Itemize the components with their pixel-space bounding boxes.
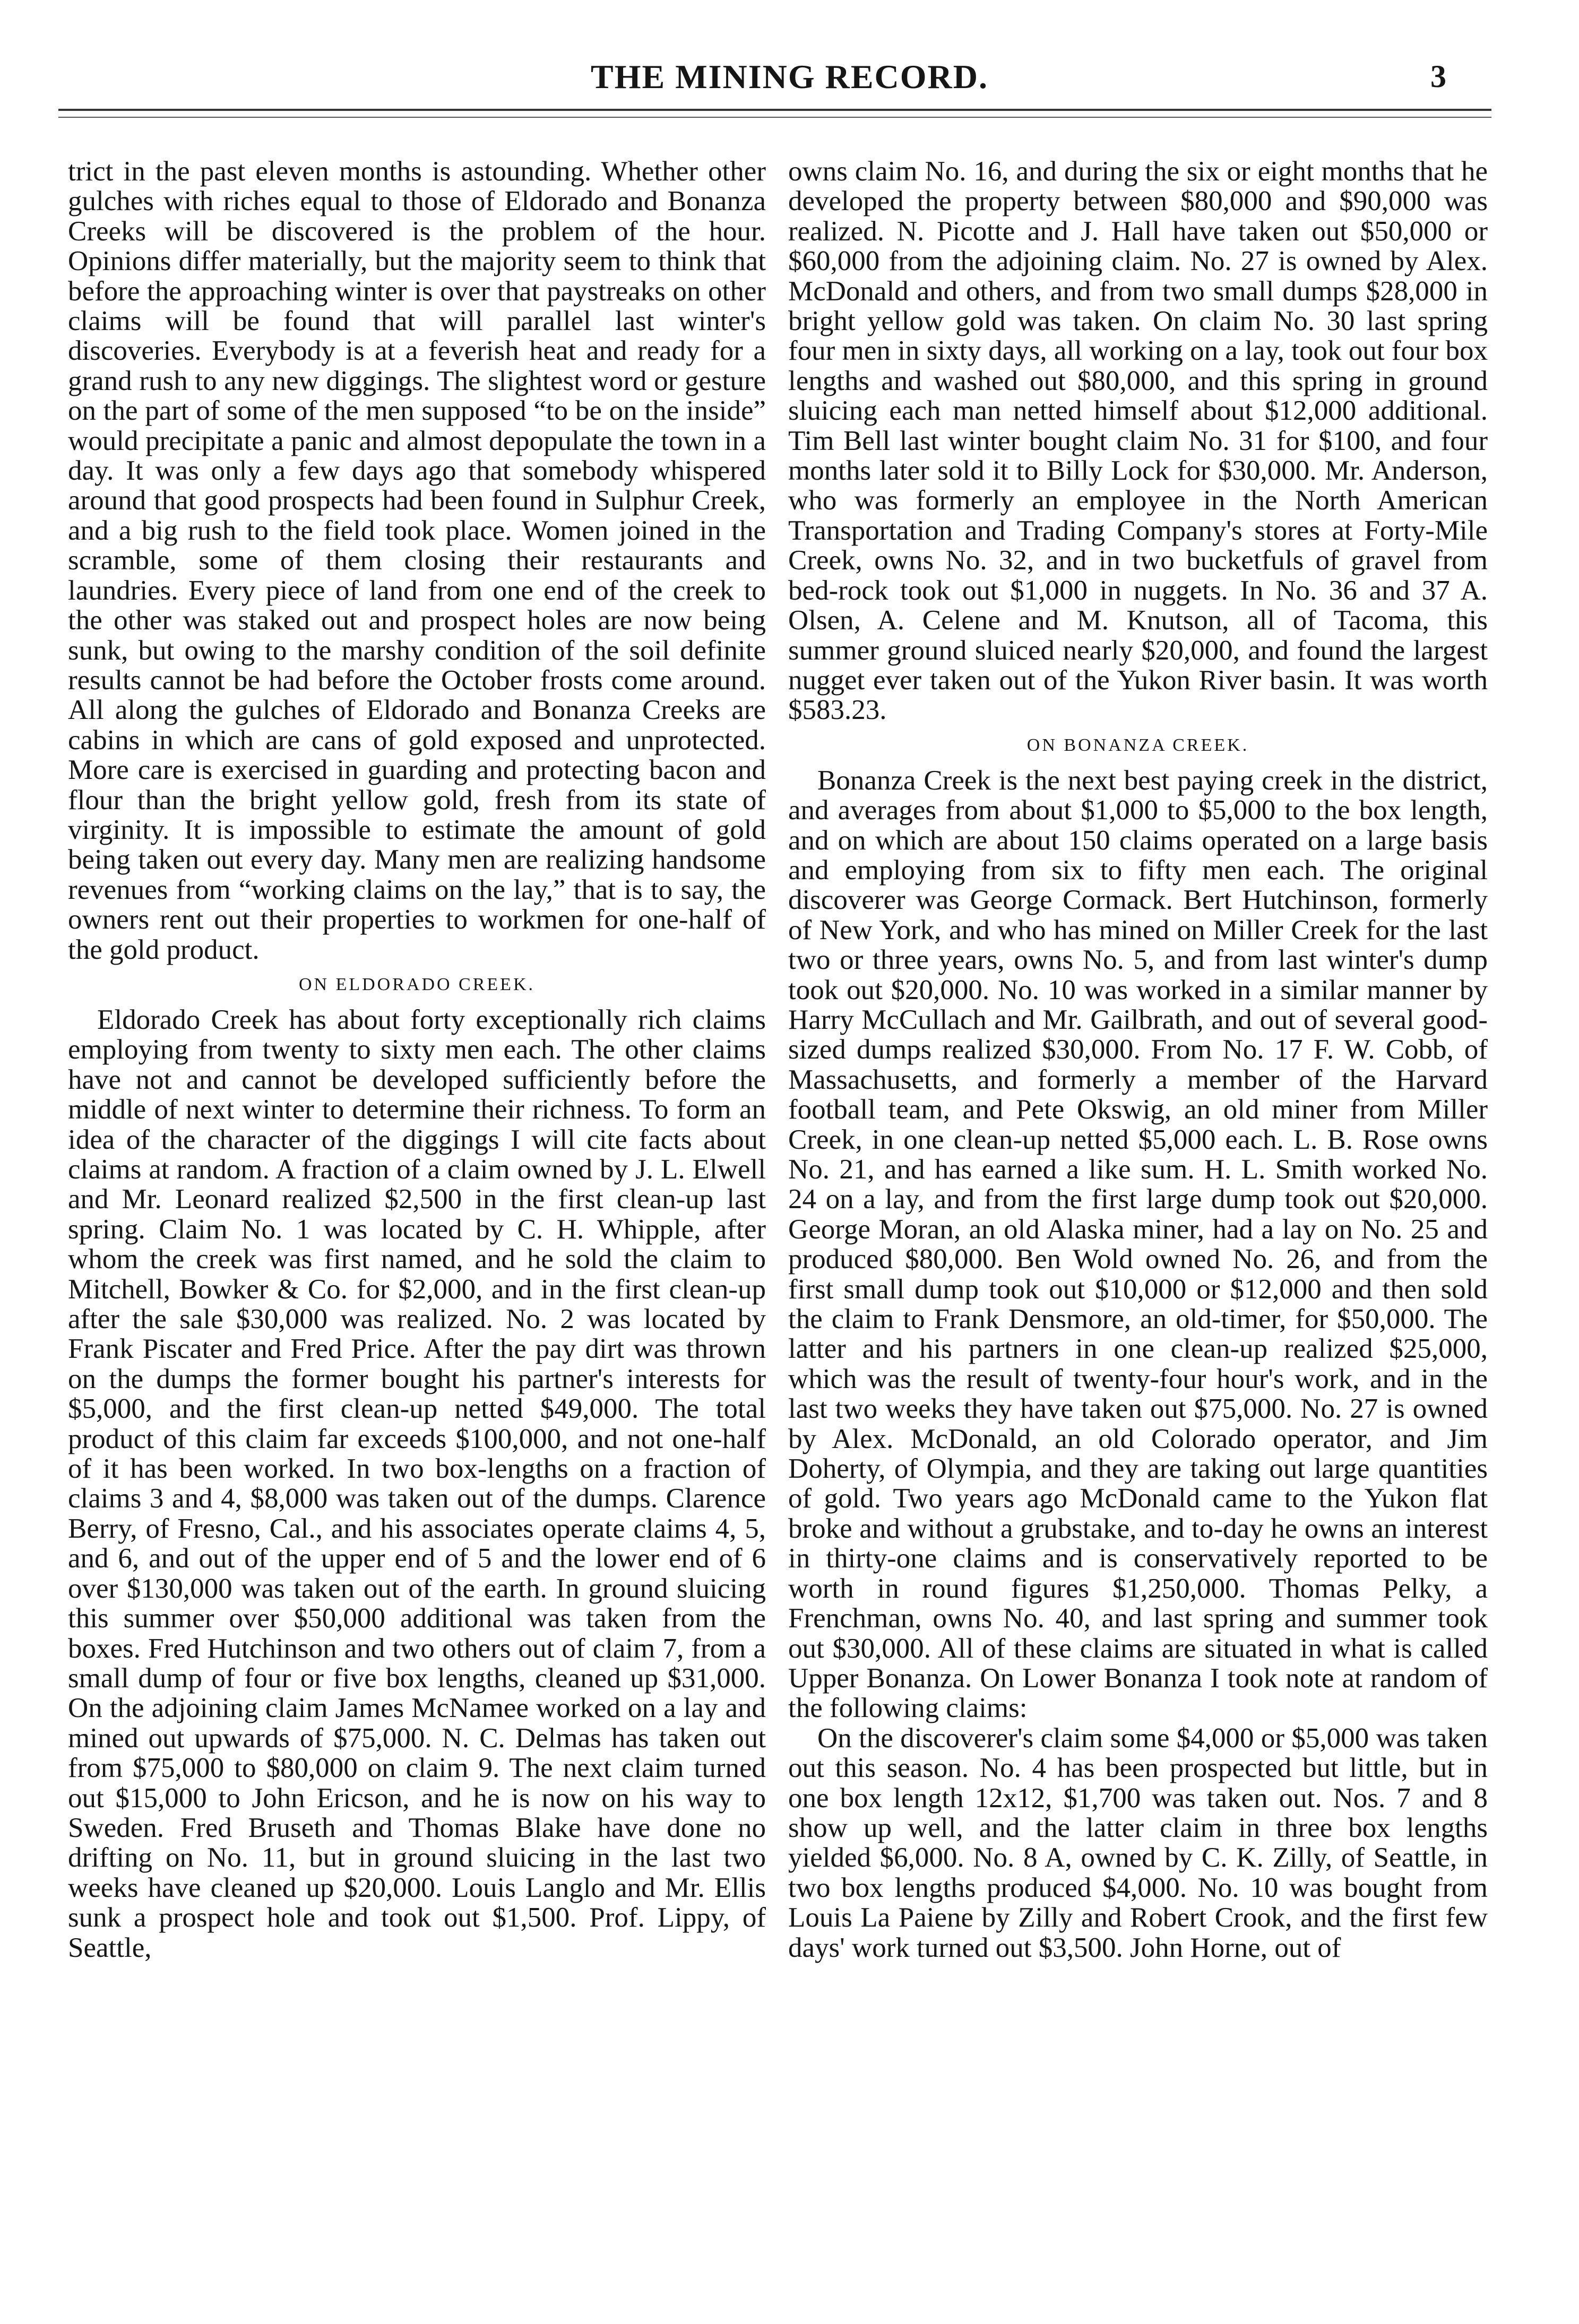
header-rule-thin xyxy=(58,117,1491,118)
left-paragraph-2: Eldorado Creek has about forty exceptionally rich claims employing from twenty to sixty men each. The other claims have not and cannot be developed sufficiently before the middle of next winter to determine their richness. To form an idea of the character of the diggings I will cite facts about claims at random. A fraction of a claim owned by J. L. Elwell and Mr. Leonard realized $2,500 in the first clean-up last spring. Claim No. 1 was located by C. H. Whipple, after whom the creek was first named, and he sold the claim to Mitchell, Bowker & Co. for $2,000, and in the first clean-up after the sale $30,000 was realized. No. 2 was located by Frank Piscater and Fred Price. After the pay dirt was thrown on the dumps the former bought his partner's interests for $5,000, and the first clean-up netted $49,000. The total product of this claim far exceeds $100,000, and not one-half of it has been worked. In two box-lengths on a fraction of claims 3 and 4, $8,000 was taken out of the dumps. Clarence Berry, of Fresno, Cal., and his associates operate claims 4, 5, and 6, and out of the upper end of 5 and the lower end of 6 over $130,000 was taken out of the earth. In ground sluicing this summer over $50,000 additional was taken from the boxes. Fred Hutchinson and two others out of claim 7, from a small dump of four or five box lengths, cleaned up $31,000. On the adjoining claim James McNamee worked on a lay and mined out upwards of $75,000. N. C. Delmas has taken out from $75,000 to $80,000 on claim 9. The next claim turned out $15,000 to John Ericson, and he is now on his way to Sweden. Fred Bruseth and Thomas Blake have done no drifting on No. 11, but in ground sluicing in the last two weeks have cleaned up $20,000. Louis Langlo and Mr. Ellis sunk a prospect hole and took out $1,500. Prof. Lippy, of Seattle, xyxy=(68,1004,766,1963)
right-paragraph-1: owns claim No. 16, and during the six or eight months that he developed the property between $80,000 and $90,000 was realized. N. Picotte and J. Hall have taken out $50,000 or $60,000 from the adjoining claim. No. 27 is owned by Alex. McDonald and others, and from two small dumps $28,000 in bright yellow gold was taken. On claim No. 30 last spring four men in sixty days, all working on a lay, took out four box lengths and washed out $80,000, and this spring in ground sluicing each man netted himself about $12,000 additional. Tim Bell last winter bought claim No. 31 for $100, and four months later sold it to Billy Lock for $30,000. Mr. Anderson, who was formerly an employee in the North American Transportation and Trading Company's stores at Forty-Mile Creek, owns No. 32, and in two bucketfuls of gravel from bed-rock took out $1,000 in nuggets. In No. 36 and 37 A. Olsen, A. Celene and M. Knutson, all of Tacoma, this summer ground sluiced nearly $20,000, and found the largest nugget ever taken out of the Yukon River basin. It was worth $583.23. xyxy=(788,156,1488,726)
right-paragraph-3: On the discoverer's claim some $4,000 or $5,000 was taken out this season. No. 4 has been prospected but little, but in one box length 12x12, $1,700 was taken out. Nos. 7 and 8 show up well, and the latter claim in three box lengths yielded $6,000. No. 8 A, owned by C. K. Zilly, of Seattle, in two box lengths produced $4,000. No. 10 was bought from Louis La Paiene by Zilly and Robert Crook, and the first few days' work turned out $3,500. John Horne, out of xyxy=(788,1722,1488,1963)
right-column xyxy=(788,157,1488,1963)
section-heading-eldorado: ON ELDORADO CREEK. xyxy=(298,974,536,994)
right-paragraph-2: Bonanza Creek is the next best paying creek in the district, and averages from about $1,000 to $5,000 to the box length, and on which are about 150 claims operated on a large basis and employing from six to fifty men each. The original discoverer was George Cormack. Bert Hutchinson, formerly of New York, and who has mined on Miller Creek for the last two or three years, owns No. 5, and from last winter's dump took out $20,000. No. 10 was worked in a similar manner by Harry McCullach and Mr. Gailbrath, and out of several good-sized dumps realized $30,000. From No. 17 F. W. Cobb, of Massachusetts, and formerly a member of the Harvard football team, and Pete Okswig, an old miner from Miller Creek, in one clean-up netted $5,000 each. L. B. Rose owns No. 21, and has earned a like sum. H. L. Smith worked No. 24 on a lay, and from the first large dump took out $20,000. George Moran, an old Alaska miner, had a lay on No. 25 and produced $80,000. Ben Wold owned No. 26, and from the first small dump took out $10,000 or $12,000 and then sold the claim to Frank Densmore, an old-timer, for $50,000. The latter and his partners in one clean-up realized $25,000, which was the result of twenty-four hour's work, and in the last two weeks they have taken out $75,000. No. 27 is owned by Alex. McDonald, an old Colorado operator, and Jim Doherty, of Olympia, and they are taking out large quantities of gold. Two years ago McDonald came to the Yukon flat broke and without a grubstake, and to-day he owns an interest in thirty-one claims and is conservatively reported to be worth in round figures $1,250,000. Thomas Pelky, a Frenchman, owns No. 40, and last spring and summer took out $30,000. All of these claims are situated in what is called Upper Bonanza. On Lower Bonanza I took note at random of the following claims: xyxy=(788,765,1488,1724)
left-column xyxy=(68,157,766,1963)
left-paragraph-1: trict in the past eleven months is astounding. Whether other gulches with riches equal to those of Eldorado and Bonanza Creeks will be discovered is the problem of the hour. Opinions differ materially, but the majority seem to think that before the approaching winter is over that paystreaks on other claims will be found that will parallel last winter's discoveries. Everybody is at a feverish heat and ready for a grand rush to any new diggings. The slightest word or gesture on the part of some of the men supposed “to be on the inside” would precipitate a panic and almost depopulate the town in a day. It was only a few days ago that somebody whispered around that good prospects had been found in Sulphur Creek, and a big rush to the field took place. Women joined in the scramble, some of them closing their restaurants and laundries. Every piece of land from one end of the creek to the other was staked out and prospect holes are now being sunk, but owing to the marshy condition of the soil definite results cannot be had before the October frosts come around. All along the gulches of Eldorado and Bonanza Creeks are cabins in which are cans of gold exposed and unprotected. More care is exercised in guarding and protecting bacon and flour than the bright yellow gold, fresh from its state of virginity. It is impossible to estimate the amount of gold being taken out every day. Many men are realizing handsome revenues from “working claims on the lay,” that is to say, the owners rent out their properties to workmen for one-half of the gold product. xyxy=(68,156,766,965)
header-rule-thick xyxy=(58,109,1491,111)
publication-title: THE MINING RECORD. xyxy=(591,58,988,96)
page-number: 3 xyxy=(1430,59,1446,94)
section-heading-bonanza: ON BONANZA CREEK. xyxy=(1026,735,1249,755)
running-header xyxy=(0,57,1579,110)
